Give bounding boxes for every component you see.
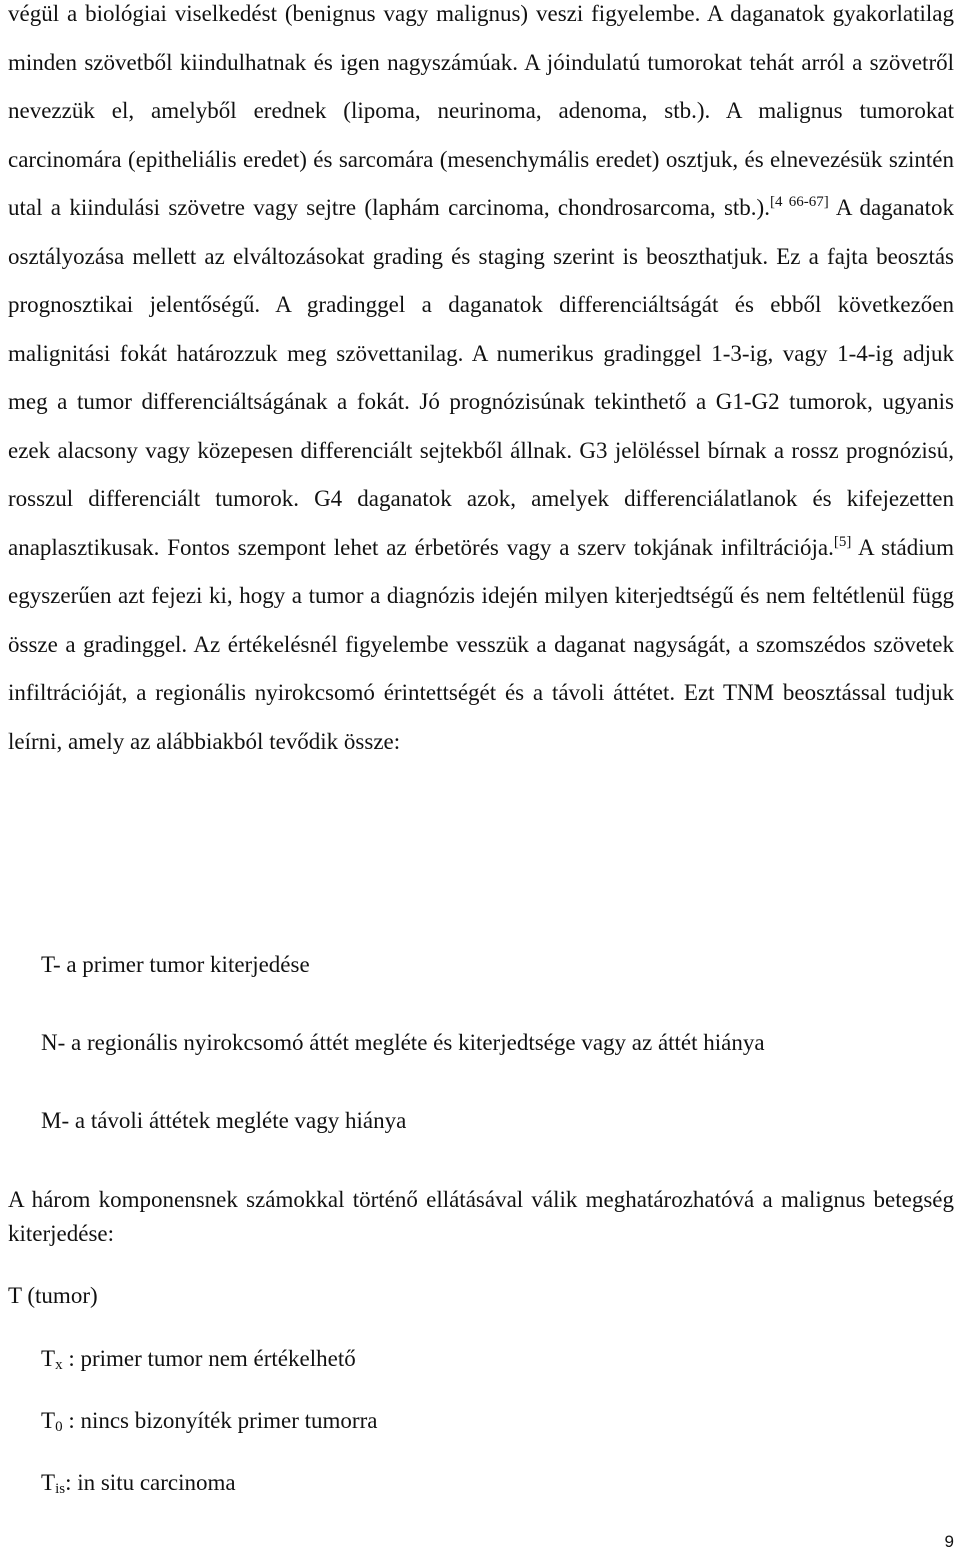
category-description: : in situ carcinoma (65, 1470, 236, 1495)
section-label: T (tumor) (8, 1283, 98, 1308)
page-number: 9 (944, 1532, 954, 1551)
body-paragraph (8, 0, 954, 766)
category-subscript: is (55, 1481, 66, 1497)
citation-reference: [4 66-67] (769, 194, 829, 210)
category-subscript: x (55, 1357, 63, 1373)
category-description: : nincs bizonyíték primer tumorra (62, 1408, 378, 1433)
paragraph-text: A daganatok osztályozása mellett az elváltozásokat grading és staging szerint is beoszthatjuk. Ez a fajta beosztás prognosztikai jelentőségű. A gradinggel a daganatok differenciáltságát és ebből következően malignitási fokát határozzuk meg szövettanilag. A numerikus gradinggel 1-3-ig, vagy 1-4-ig adjuk meg a tumor differenciáltságának a fokát. Jó prognózisúnak tekinthető a G1-G2 tumorok, ugyanis ezek alacsony vagy közepesen differenciált sejtekből állnak. G3 jelöléssel bírnak a rossz prognózisú, rosszul differenciált tumorok. G4 daganatok azok, amelyek differenciálatlanok és kifejezetten anaplasztikusak. Fontos szempont lehet az érbetörés vagy a szerv tokjának infiltrációja. (8, 195, 954, 560)
t-category-tx (41, 1344, 356, 1374)
category-symbol: T (41, 1470, 56, 1495)
citation-reference: [5] (833, 533, 852, 550)
tnm-item-m: M- a távoli áttétek megléte vagy hiánya (41, 1108, 407, 1133)
tnm-item-t: T- a primer tumor kiterjedése (41, 952, 310, 977)
tnm-item-n: N- a regionális nyirokcsomó áttét megléte és kiterjedtsége vagy az áttét hiánya (41, 1030, 765, 1055)
category-subscript: 0 (55, 1419, 63, 1435)
t-category-tis (41, 1468, 236, 1498)
paragraph-text: végül a biológiai viselkedést (benignus vagy malignus) veszi figyelembe. A daganatok gyakorlatilag minden szövetből kiindulhatnak és igen nagyszámúak. A jóindulatú tumorokat tehát arról a szövetről nevezzük el, amelyből erednek (lipoma, neurinoma, adenoma, stb.). A malignus tumorokat carcinomára (epitheliális eredet) és sarcomára (mesenchymális eredet) osztjuk, és elnevezésük szintén utal a kiindulási szövetre vagy sejtre (laphám carcinoma, chondrosarcoma, stb.). (8, 1, 954, 220)
category-symbol: T (41, 1408, 56, 1433)
category-description: : primer tumor nem értékelhető (62, 1346, 356, 1371)
paragraph-text: A stádium egyszerűen azt fejezi ki, hogy a tumor a diagnózis idején milyen kiterjedtségű és nem feltétlenül függ össze a gradinggel. Az értékelésnél figyelembe vesszük a daganat nagyságát, a szomszédos szövetek infiltrációját, a regionális nyirokcsomó érintettségét és a távoli áttétet. Ezt TNM beosztással tudjuk leírni, amely az alábbiakból tevődik össze: (8, 534, 954, 754)
category-symbol: T (41, 1346, 56, 1371)
t-category-t0 (41, 1406, 377, 1436)
body-paragraph: A három komponensnek számokkal történő ellátásával válik meghatározhatóvá a malignus betegség kiterjedése: (8, 1187, 954, 1246)
